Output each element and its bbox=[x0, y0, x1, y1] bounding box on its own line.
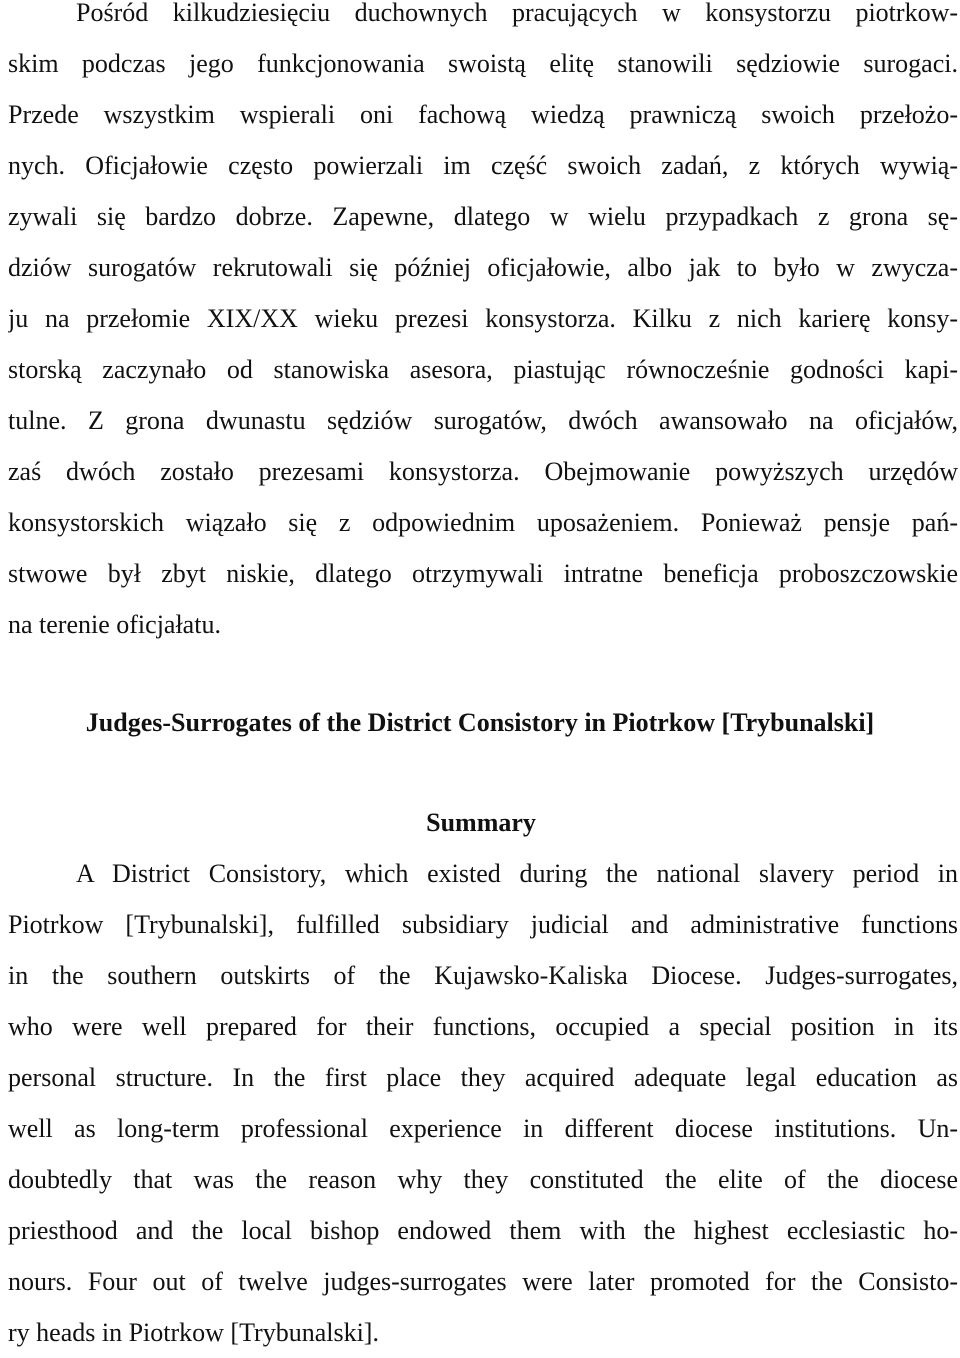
paragraph-line: priesthood and the local bishop endowed them with the highest ecclesiastic ho- bbox=[8, 1216, 958, 1245]
paragraph-line: doubtedly that was the reason why they constituted the elite of the diocese bbox=[8, 1165, 958, 1194]
paragraph-line: na terenie oficjałatu. bbox=[8, 610, 221, 639]
paragraph-line: storską zaczynało od stanowiska asesora, piastując równocześnie godności kapi- bbox=[8, 355, 958, 384]
paragraph-line: well as long-term professional experience in different diocese institutions. Un- bbox=[8, 1114, 958, 1143]
paragraph-line: who were well prepared for their functions, occupied a special position in its bbox=[8, 1012, 958, 1041]
paragraph-line: tulne. Z grona dwunastu sędziów surogatów, dwóch awansowało na oficjałów, bbox=[8, 406, 958, 435]
paragraph-line: zywali się bardzo dobrze. Zapewne, dlatego w wielu przypadkach z grona sę- bbox=[8, 202, 958, 231]
summary-heading: Summary bbox=[426, 808, 536, 837]
paragraph-line: dziów surogatów rekrutowali się później oficjałowie, albo jak to było w zwycza- bbox=[8, 253, 958, 282]
paragraph-line: Przede wszystkim wspierali oni fachową wiedzą prawniczą swoich przełożo- bbox=[8, 100, 958, 129]
paragraph-line: nours. Four out of twelve judges-surrogates were later promoted for the Consisto- bbox=[8, 1267, 958, 1296]
paragraph-line: zaś dwóch zostało prezesami konsystorza. Obejmowanie powyższych urzędów bbox=[8, 457, 958, 486]
polish-paragraph bbox=[8, 0, 958, 650]
paragraph-line: skim podczas jego funkcjonowania swoistą elitę stanowili sędziowie surogaci. bbox=[8, 49, 958, 78]
paragraph-line: konsystorskich wiązało się z odpowiednim uposażeniem. Ponieważ pensje pań- bbox=[8, 508, 958, 537]
paragraph-line: in the southern outskirts of the Kujawsko-Kaliska Diocese. Judges-surrogates, bbox=[8, 961, 958, 990]
paragraph-line: ju na przełomie XIX/XX wieku prezesi konsystorza. Kilku z nich karierę konsy- bbox=[8, 304, 958, 333]
paragraph-line: Pośród kilkudziesięciu duchownych pracujących w konsystorzu piotrkow- bbox=[76, 0, 958, 27]
paragraph-line: ry heads in Piotrkow [Trybunalski]. bbox=[8, 1318, 379, 1347]
paragraph-line: Piotrkow [Trybunalski], fulfilled subsidiary judicial and administrative functions bbox=[8, 910, 958, 939]
english-title: Judges-Surrogates of the District Consistory in Piotrkow [Trybunalski] bbox=[85, 708, 875, 737]
paragraph-line: nych. Oficjałowie często powierzali im część swoich zadań, z których wywią- bbox=[8, 151, 958, 180]
paragraph-line: stwowe był zbyt niskie, dlatego otrzymywali intratne beneficja proboszczowskie bbox=[8, 559, 958, 588]
paragraph-line: personal structure. In the first place they acquired adequate legal education as bbox=[8, 1063, 958, 1092]
summary-paragraph bbox=[8, 848, 958, 1358]
paragraph-line: A District Consistory, which existed during the national slavery period in bbox=[76, 859, 958, 888]
